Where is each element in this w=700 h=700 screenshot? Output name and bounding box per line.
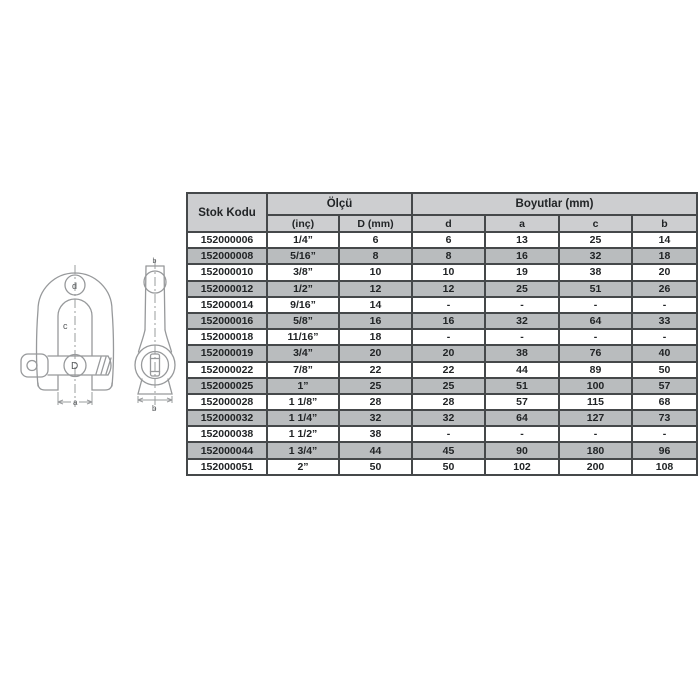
value-cell: 28 <box>339 394 412 410</box>
table-body <box>187 232 697 475</box>
value-cell: 50 <box>339 459 412 475</box>
value-cell: 13 <box>485 232 559 248</box>
value-cell: 32 <box>412 410 485 426</box>
value-cell: 3/4” <box>267 345 339 361</box>
value-cell: 100 <box>559 378 632 394</box>
table-row <box>187 329 697 345</box>
value-cell: 115 <box>559 394 632 410</box>
stock-code-cell: 152000014 <box>187 297 267 313</box>
value-cell: 44 <box>339 442 412 458</box>
value-cell: 11/16” <box>267 329 339 345</box>
stock-code-cell: 152000012 <box>187 281 267 297</box>
value-cell: 200 <box>559 459 632 475</box>
value-cell: 1 1/4” <box>267 410 339 426</box>
value-cell: - <box>559 329 632 345</box>
table-row <box>187 410 697 426</box>
value-cell: 38 <box>559 264 632 280</box>
value-cell: 73 <box>632 410 697 426</box>
value-cell: 68 <box>632 394 697 410</box>
table-row <box>187 345 697 361</box>
value-cell: - <box>412 329 485 345</box>
value-cell: 50 <box>632 362 697 378</box>
stock-code-cell: 152000038 <box>187 426 267 442</box>
value-cell: - <box>632 297 697 313</box>
value-cell: 40 <box>632 345 697 361</box>
pin-head-hole <box>27 361 37 371</box>
value-cell: - <box>632 329 697 345</box>
value-cell: 3/8” <box>267 264 339 280</box>
value-cell: 33 <box>632 313 697 329</box>
value-cell: 96 <box>632 442 697 458</box>
value-cell: 38 <box>485 345 559 361</box>
column-header-d: d <box>412 215 485 232</box>
table-row <box>187 426 697 442</box>
stock-code-cell: 152000032 <box>187 410 267 426</box>
value-cell: 32 <box>339 410 412 426</box>
value-cell: 57 <box>485 394 559 410</box>
dimension-label-D: D <box>71 361 79 372</box>
value-cell: 20 <box>412 345 485 361</box>
value-cell: 16 <box>412 313 485 329</box>
value-cell: 12 <box>339 281 412 297</box>
value-cell: - <box>485 426 559 442</box>
table-row <box>187 362 697 378</box>
value-cell: - <box>485 329 559 345</box>
table-row <box>187 248 697 264</box>
value-cell: 38 <box>339 426 412 442</box>
value-cell: 10 <box>339 264 412 280</box>
value-cell: 1/4” <box>267 232 339 248</box>
column-header-inch: (inç) <box>267 215 339 232</box>
value-cell: 9/16” <box>267 297 339 313</box>
value-cell: 5/16” <box>267 248 339 264</box>
value-cell: 22 <box>412 362 485 378</box>
column-header-a: a <box>485 215 559 232</box>
shackle-side-view <box>135 258 175 413</box>
value-cell: 6 <box>412 232 485 248</box>
dimension-label-d: d <box>72 281 78 291</box>
value-cell: 64 <box>559 313 632 329</box>
table-row <box>187 264 697 280</box>
value-cell: 14 <box>339 297 412 313</box>
value-cell: 10 <box>412 264 485 280</box>
value-cell: 180 <box>559 442 632 458</box>
value-cell: 20 <box>339 345 412 361</box>
value-cell: - <box>412 426 485 442</box>
value-cell: - <box>412 297 485 313</box>
table-row <box>187 378 697 394</box>
table-row <box>187 281 697 297</box>
dimension-label-a: a <box>73 398 78 407</box>
value-cell: 22 <box>339 362 412 378</box>
value-cell: 90 <box>485 442 559 458</box>
value-cell: 57 <box>632 378 697 394</box>
value-cell: 89 <box>559 362 632 378</box>
value-cell: 6 <box>339 232 412 248</box>
value-cell: 64 <box>485 410 559 426</box>
value-cell: - <box>559 426 632 442</box>
value-cell: 26 <box>632 281 697 297</box>
shackle-front-view <box>21 265 114 407</box>
value-cell: 2” <box>267 459 339 475</box>
stock-code-cell: 152000018 <box>187 329 267 345</box>
value-cell: 102 <box>485 459 559 475</box>
stock-code-cell: 152000008 <box>187 248 267 264</box>
value-cell: 1 3/4” <box>267 442 339 458</box>
value-cell: 8 <box>339 248 412 264</box>
column-header-b: b <box>632 215 697 232</box>
dimension-label-b-top: b <box>152 258 157 265</box>
value-cell: 16 <box>485 248 559 264</box>
value-cell: 127 <box>559 410 632 426</box>
value-cell: 25 <box>559 232 632 248</box>
table-row <box>187 232 697 248</box>
value-cell: 25 <box>412 378 485 394</box>
value-cell: 45 <box>412 442 485 458</box>
table-row <box>187 313 697 329</box>
stock-code-cell: 152000016 <box>187 313 267 329</box>
stock-code-cell: 152000051 <box>187 459 267 475</box>
stock-code-cell: 152000019 <box>187 345 267 361</box>
value-cell: 8 <box>412 248 485 264</box>
stock-code-cell: 152000006 <box>187 232 267 248</box>
value-cell: 14 <box>632 232 697 248</box>
shackle-drawing-svg <box>5 255 185 420</box>
value-cell: 16 <box>339 313 412 329</box>
table-row <box>187 394 697 410</box>
value-cell: 76 <box>559 345 632 361</box>
value-cell: 25 <box>485 281 559 297</box>
column-header-D-mm: D (mm) <box>339 215 412 232</box>
table-row <box>187 442 697 458</box>
value-cell: 5/8” <box>267 313 339 329</box>
column-group-dimensions: Boyutlar (mm) <box>412 193 697 215</box>
value-cell: 7/8” <box>267 362 339 378</box>
column-header-stock-code: Stok Kodu <box>187 193 267 232</box>
stock-code-cell: 152000010 <box>187 264 267 280</box>
value-cell: 25 <box>339 378 412 394</box>
value-cell: 1/2” <box>267 281 339 297</box>
value-cell: 18 <box>632 248 697 264</box>
stock-code-cell: 152000028 <box>187 394 267 410</box>
value-cell: 20 <box>632 264 697 280</box>
value-cell: 1 1/2” <box>267 426 339 442</box>
value-cell: - <box>559 297 632 313</box>
table-row <box>187 297 697 313</box>
value-cell: 1 1/8” <box>267 394 339 410</box>
shackle-technical-drawing <box>5 255 185 420</box>
dimension-label-b-bottom: b <box>152 404 157 413</box>
value-cell: 50 <box>412 459 485 475</box>
stock-code-cell: 152000025 <box>187 378 267 394</box>
stock-code-cell: 152000022 <box>187 362 267 378</box>
value-cell: 32 <box>485 313 559 329</box>
value-cell: 1” <box>267 378 339 394</box>
shackle-spec-table <box>186 192 698 476</box>
dimension-label-c: c <box>63 321 68 331</box>
value-cell: - <box>485 297 559 313</box>
value-cell: 18 <box>339 329 412 345</box>
value-cell: - <box>632 426 697 442</box>
value-cell: 44 <box>485 362 559 378</box>
value-cell: 12 <box>412 281 485 297</box>
stock-code-cell: 152000044 <box>187 442 267 458</box>
pin-head <box>21 354 48 377</box>
value-cell: 19 <box>485 264 559 280</box>
column-header-c: c <box>559 215 632 232</box>
value-cell: 28 <box>412 394 485 410</box>
table-row <box>187 459 697 475</box>
value-cell: 32 <box>559 248 632 264</box>
value-cell: 51 <box>485 378 559 394</box>
value-cell: 108 <box>632 459 697 475</box>
column-group-size: Ölçü <box>267 193 412 215</box>
value-cell: 51 <box>559 281 632 297</box>
